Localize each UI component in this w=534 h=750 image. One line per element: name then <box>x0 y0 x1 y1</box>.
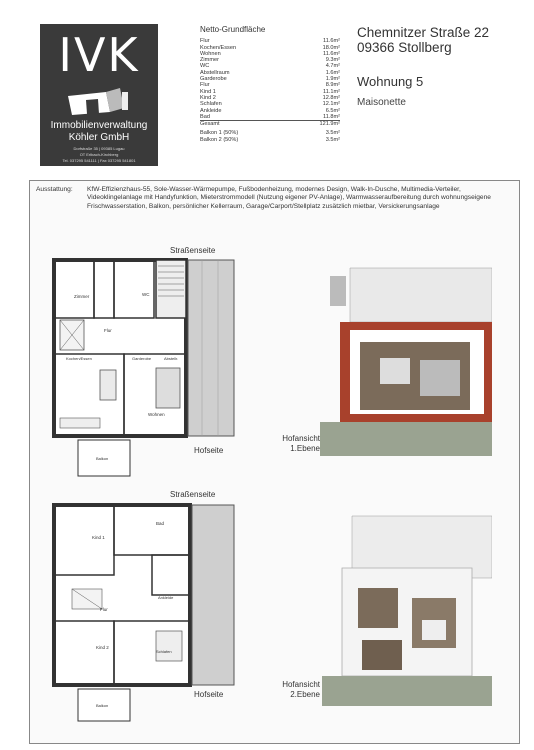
plan1-yard-label: Hofseite <box>194 446 224 455</box>
address-city: 09366 Stollberg <box>357 40 452 55</box>
area-row-name: Kind 1 <box>200 88 216 95</box>
area-total-label: Gesamt <box>200 121 220 128</box>
address-block <box>357 25 489 55</box>
company-line-2: Köhler GmbH <box>68 132 130 143</box>
ausstattung-text: KfW-Effizienzhaus-55, Sole-Wasser-Wärmepumpe, Fußbodenheizung, modernes Design, Walk-In-Dusche, Multimedia-Verteiler, Videoklingelanlage mit Handyfunktion, Mieterstrommodell (Nutzung eigener PV-Anlage), Warmwasseraufbereitung durch wohnungseigene Frischwasserstation, Balkon, persönlicher Kellerraum, Garage/Carport/Stellplatz zusätzlich mietbar, Versickerungsanlage <box>87 186 491 210</box>
area-row-value: 11.1m² <box>323 88 340 95</box>
area-row-value: 11.8m² <box>323 113 340 120</box>
room-schlafen: Schlafen <box>156 649 172 654</box>
area-row-name: Schlafen <box>200 101 222 108</box>
area-row-name: Flur <box>200 82 210 89</box>
area-row-name: Garderobe <box>200 76 227 83</box>
room-wc: WC <box>142 292 150 297</box>
room-flur: Flur <box>104 328 112 333</box>
apartment-title: Wohnung 5 <box>357 74 424 89</box>
area-title: Netto-Grundfläche <box>200 25 266 34</box>
company-logo <box>40 24 158 166</box>
plan2-view-label <box>252 680 320 700</box>
area-row-name: Kind 2 <box>200 94 216 101</box>
room-ankleide: Ankleide <box>158 595 174 600</box>
area-row-value: 1.9m² <box>325 76 340 83</box>
area-total-value: 121.9m² <box>319 121 340 128</box>
plan1-view-label <box>252 434 320 454</box>
area-row-value: 9.3m² <box>325 57 340 64</box>
plan2-view-line1: Hofansicht <box>282 680 320 689</box>
area-row-value: 1.6m² <box>325 69 340 76</box>
balcony-row-value: 3.5m² <box>325 136 340 143</box>
area-row-name: Bad <box>200 113 210 120</box>
balcony-row-name: Balkon 1 (50%) <box>200 130 239 137</box>
address-street: Chemnitzer Straße 22 <box>357 25 490 40</box>
plan2-view-line2: 2.Ebene <box>290 690 320 699</box>
company-address-2: OT Erlbach-Kirchberg <box>79 152 119 157</box>
area-row-value: 6.5m² <box>325 107 340 114</box>
room-kochen: Kochen/Essen <box>66 356 92 361</box>
room-kind1: Kind 1 <box>92 535 105 540</box>
area-row-value: 12.1m² <box>322 101 340 108</box>
company-contact: Tel. 037295 541111 | Fax 037295 541801 <box>62 158 136 163</box>
ausstattung-label: Ausstattung: <box>36 186 73 193</box>
area-table <box>200 27 340 143</box>
room-balkon: Balkon <box>96 456 109 461</box>
room-wohnen: Wohnen <box>148 412 165 417</box>
room-kind2: Kind 2 <box>96 645 109 650</box>
area-row-value: 11.6m² <box>323 38 340 45</box>
company-line-1: Immobilienverwaltung <box>50 120 148 131</box>
room-zimmer: Zimmer <box>74 294 90 299</box>
plan2-street-label: Straßenseite <box>170 490 216 499</box>
plan1-view-line2: 1.Ebene <box>290 444 320 453</box>
house-icon <box>66 86 132 116</box>
area-total <box>200 120 340 127</box>
room-bad: Bad <box>156 521 165 526</box>
area-row-name: Kochen/Essen <box>200 44 237 51</box>
room-abstell: Abstellr. <box>164 356 179 361</box>
balcony-row-name: Balkon 2 (50%) <box>200 136 239 143</box>
area-row-name: Abstellraum <box>200 69 230 76</box>
area-row-value: 4.7m² <box>325 63 340 70</box>
room-balkon-2: Balkon <box>96 703 109 708</box>
render-level-1 <box>320 262 492 456</box>
logo-letters: IVK <box>58 28 140 82</box>
area-row-name: Zimmer <box>200 57 219 64</box>
area-row-value: 12.8m² <box>322 94 340 101</box>
area-row-name: Flur <box>200 38 210 45</box>
plan1-view-line1: Hofansicht <box>282 434 320 443</box>
area-row-name: Wohnen <box>200 50 221 57</box>
area-row-value: 8.9m² <box>325 82 340 89</box>
plan2-yard-label: Hofseite <box>194 690 224 699</box>
balcony-row <box>200 137 340 143</box>
balcony-row-value: 3.5m² <box>325 130 340 137</box>
plan1-street-label: Straßenseite <box>170 246 216 255</box>
area-row-name: WC <box>200 63 210 70</box>
room-flur-2: Flur <box>100 607 108 612</box>
company-address-1: Dorfstraße 35 | 09385 Lugau <box>73 146 125 151</box>
floorplan-level-1 <box>52 258 236 478</box>
area-row-value: 11.6m² <box>323 50 340 57</box>
apartment-type: Maisonette <box>357 97 406 108</box>
room-garderobe: Garderobe <box>132 356 152 361</box>
area-row-name: Ankleide <box>200 107 222 114</box>
area-row-value: 18.0m² <box>322 44 340 51</box>
render-level-2 <box>322 508 492 706</box>
